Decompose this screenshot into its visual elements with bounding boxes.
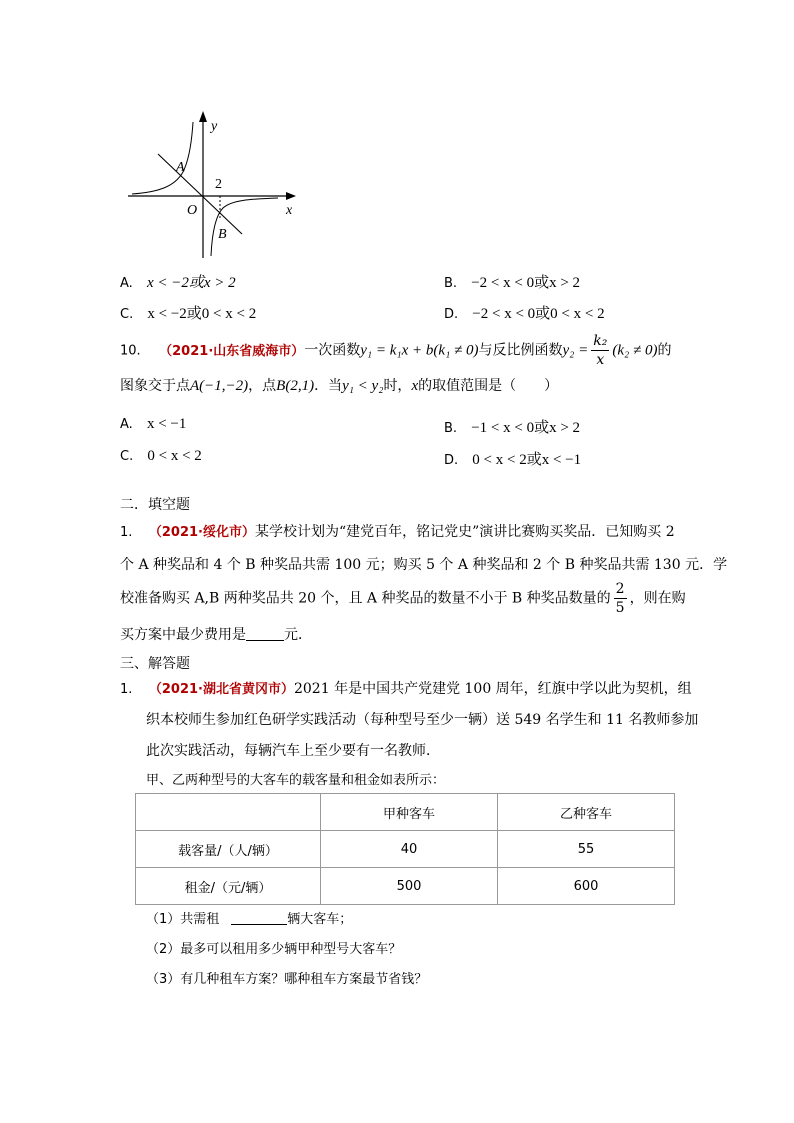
table-cell: 500 <box>321 868 498 905</box>
fill-q1-line2: 个 A 种奖品和 4 个 B 种奖品共需 100 元；购买 5 个 A 种奖品和 2 个 B 种奖品共需 130 元．学 <box>120 557 728 573</box>
fill-q1-line4: 买方案中最少费用是 元． <box>120 627 312 643</box>
q10-stem-line1: 10. （2021·山东省威海市）一次函数y₁ = k₁x + b(k₁ ≠ 0)与反比例函数y₂ = $\frac{\text{k₂}}{x}$ (k₂ ≠ 0)的 <box>120 333 672 368</box>
solve-q1-line1: 1. （2021·湖北省黄冈市）2021 年是中国共产党建党 100 周年，红旗中学以此为契机，组 <box>120 681 692 697</box>
solve-q1-line3: 此次实践活动，每辆汽车上至少要有一名教师． <box>146 743 440 759</box>
label-point-b: B <box>218 227 227 242</box>
sub-question-1: （1）共需租 辆大客车； <box>146 912 353 927</box>
x-axis-arrow <box>286 192 296 200</box>
table-cell: 600 <box>498 868 675 905</box>
table-cell: 载客量/（人/辆） <box>136 831 321 868</box>
label-y: y <box>211 119 218 134</box>
q10-option-d: D. 0 < x < 2或x < −1 <box>444 452 582 468</box>
solve-q1-line2: 织本校师生参加红色研学实践活动（每种型号至少一辆）送 549 名学生和 11 名教师参加 <box>146 712 699 728</box>
q9-option-a: A. x < −2或x > 2 <box>120 275 236 291</box>
q9-option-b: B. −2 < x < 0或x > 2 <box>444 275 581 291</box>
q10-fraction: $\frac{\text{k₂}}{x}$ <box>593 333 608 368</box>
y-axis-arrow <box>199 111 207 122</box>
fill-q1-line1: 1. （2021·绥化市）某学校计划为“建党百年，铭记党史”演讲比赛购买奖品．已知购买 2 <box>120 524 675 540</box>
table-cell: 55 <box>498 831 675 868</box>
label-origin: O <box>187 203 198 218</box>
section-heading-fill-in: 二．填空题 <box>120 497 190 513</box>
table-header-cell: 甲种客车 <box>321 794 498 831</box>
table-intro: 甲、乙两种型号的大客车的载客量和租金如表所示： <box>146 773 446 788</box>
answer-blank[interactable] <box>246 626 284 641</box>
table-cell: 40 <box>321 831 498 868</box>
q10-option-a: A. x < −1 <box>120 416 187 432</box>
fill-q1-line3: 校准备购买 A,B 两种奖品共 20 个，且 A 种奖品的数量不小于 B 种奖品数量的 $\frac{2}{5}$ ，则在购 <box>120 581 686 616</box>
label-two: 2 <box>215 177 222 192</box>
q9-option-d: D. −2 < x < 0或0 < x < 2 <box>444 306 605 322</box>
bus-table <box>135 793 675 905</box>
function-graph <box>120 108 310 260</box>
table-header-cell <box>136 794 321 831</box>
label-x: x <box>286 203 293 218</box>
q10-stem-line2: 图象交于点A(−1,−2)，点B(2,1)．当y₁ < y₂时，x的取值范围是（ ） <box>120 378 559 394</box>
table-cell: 租金/（元/辆） <box>136 868 321 905</box>
answer-blank[interactable] <box>231 910 287 925</box>
linear-function-line <box>158 154 242 234</box>
section-heading-solve: 三、解答题 <box>120 656 190 672</box>
q10-option-b: B. −1 < x < 0或x > 2 <box>444 420 581 436</box>
table-row <box>136 868 675 905</box>
label-point-a: A <box>176 160 185 175</box>
fill-q1-fraction: $\frac{2}{5}$ <box>615 581 625 616</box>
table-row <box>136 831 675 868</box>
sub-question-2: （2）最多可以租用多少辆甲种型号大客车？ <box>146 942 402 957</box>
sub-question-3: （3）有几种租车方案？哪种租车方案最节省钱？ <box>146 972 428 987</box>
table-header-row <box>136 794 675 831</box>
q9-option-c: C. x < −2或0 < x < 2 <box>120 306 257 322</box>
table-header-cell: 乙种客车 <box>498 794 675 831</box>
q10-option-c: C. 0 < x < 2 <box>120 448 202 464</box>
